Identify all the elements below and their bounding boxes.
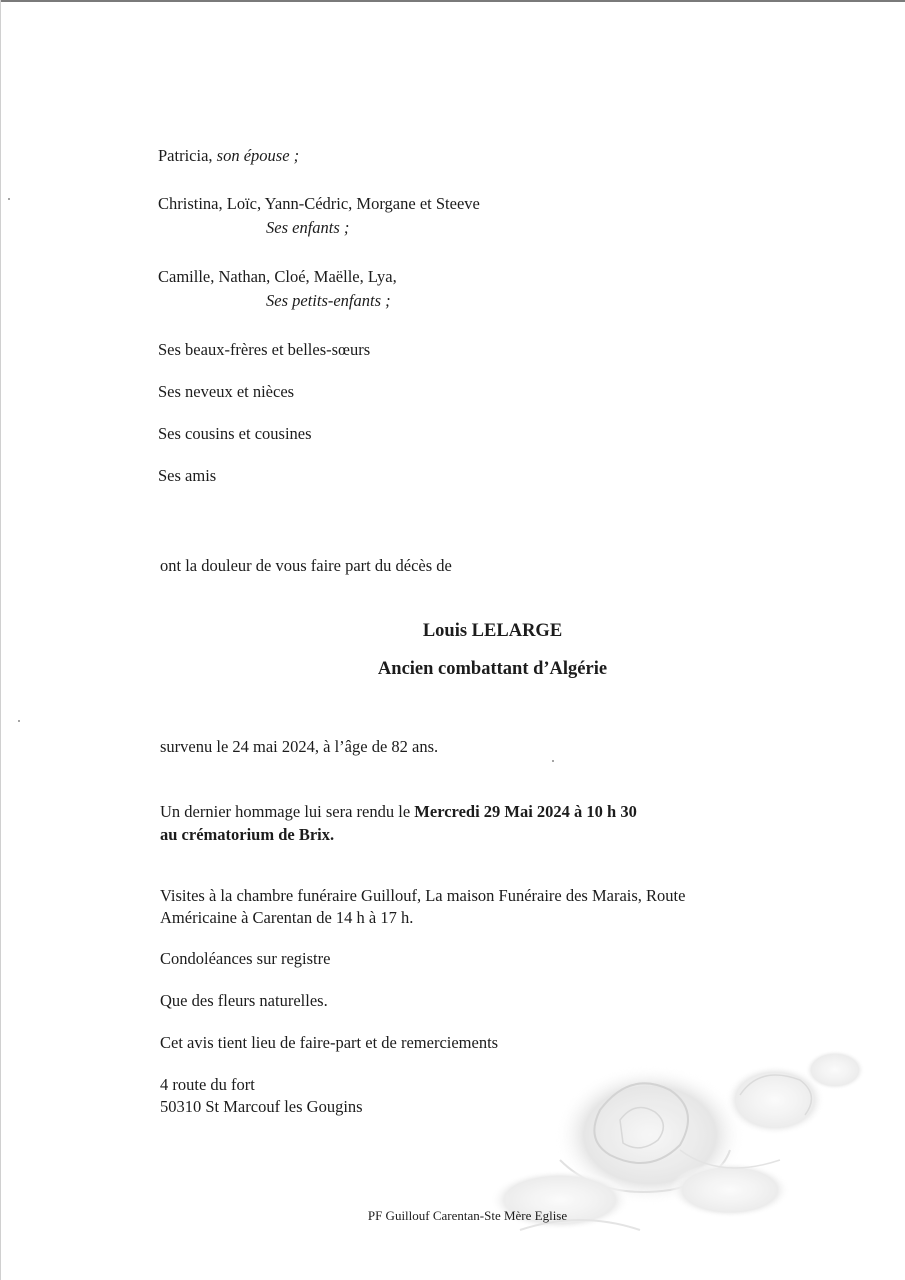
tribute-date-time: Mercredi 29 Mai 2024 à 10 h 30 [414,802,637,821]
scan-speck [552,760,554,762]
death-date-text: survenu le 24 mai 2024, à l’âge de 82 ans. [160,737,439,756]
visits-line-2: Américaine à Carentan de 14 h à 17 h. [160,908,414,927]
relatives-line: Ses amis [158,466,217,485]
funeral-home-footer: PF Guillouf Carentan-Ste Mère Eglise [367,1208,568,1223]
tribute-place: au crématorium de Brix. [160,825,335,844]
grandchildren-role [266,290,391,312]
tribute-intro: Un dernier hommage lui sera rendu le [160,802,415,821]
children-role [266,217,349,239]
flowers-text: Que des fleurs naturelles. [160,991,328,1010]
visits-line-1: Visites à la chambre funéraire Guillouf, La maison Funéraire des Marais, Route [160,886,686,905]
scan-speck [18,720,20,722]
scan-speck [8,198,10,200]
condolences-text: Condoléances sur registre [160,949,331,968]
notice-text: Cet avis tient lieu de faire-part et de remerciements [160,1033,499,1052]
children-names: Christina, Loïc, Yann-Cédric, Morgane et Steeve [158,194,480,213]
announcement-text: ont la douleur de vous faire part du décès de [160,556,452,575]
spouse-role: son épouse ; [216,146,300,165]
relatives-line: Ses beaux-frères et belles-sœurs [158,340,371,359]
spouse-line [158,145,299,167]
address-line-2: 50310 St Marcouf les Gougins [160,1097,363,1116]
address-line-1: 4 route du fort [160,1075,255,1094]
spouse-name: Patricia, [158,146,213,165]
tribute-line [160,801,637,823]
relatives-line: Ses neveux et nièces [158,382,295,401]
children-role-text: Ses enfants ; [266,218,350,237]
deceased-title: Ancien combattant d’Algérie [377,659,608,679]
relatives-line: Ses cousins et cousines [158,424,312,443]
deceased-name: Louis LELARGE [422,621,563,641]
grandchildren-names: Camille, Nathan, Cloé, Maëlle, Lya, [158,267,397,286]
grandchildren-role-text: Ses petits-enfants ; [266,291,391,310]
